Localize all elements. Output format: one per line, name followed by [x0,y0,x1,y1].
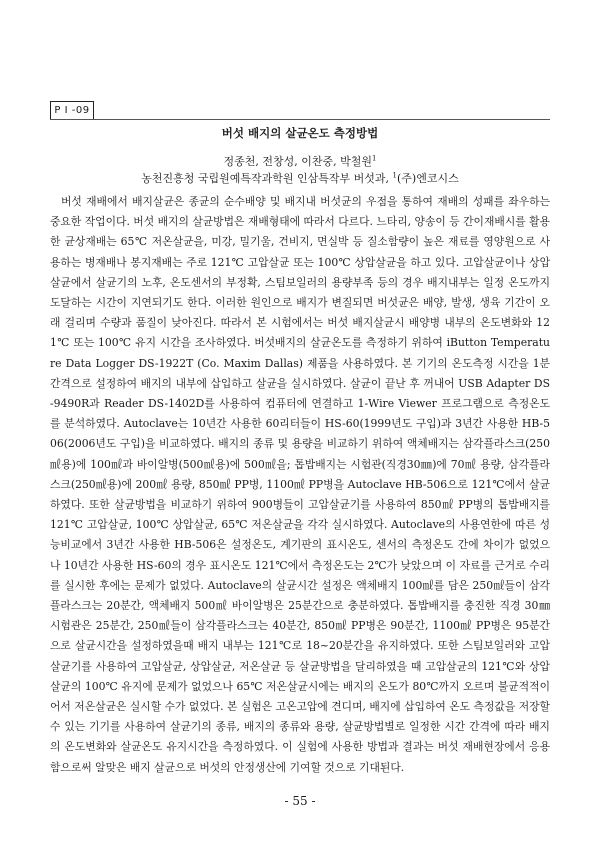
authors-line [0,153,600,169]
affiliation-line [0,170,600,186]
abstract-body: 버섯 재배에서 배지살균은 종균의 순수배양 및 배지내 버섯균의 우점을 통하여 재배의 성패를 좌우하는 중요한 작업이다. 버섯 배지의 살균방법은 재배형태에 따라서 다르다. 느타리, 양송이 등 간이재배시를 활용한 균상재배는 65℃ 저온살균을, 미강, 밀기울, 건비지, 면실박 등 질소함량이 높은 재료를 영양원으로 사용하는 병재배나 봉지재배는 주로 121℃ 고압살균 또는 100℃ 상압살균을 하고 있다. 고압살균이나 상압살균에서 살균기의 노후, 온도센서의 부정확, 스팀보일러의 용량부족 등의 경우 배지내부는 일정 온도까지 도달하는 시간이 지연되기도 한다. 이러한 원인으로 배지가 변질되면 버섯균은 배양, 발생, 생육 기간이 오래 걸리며 수량과 품질이 낮아진다. 따라서 본 시험에서는 버섯 배지살균시 배양병 내부의 온도변화와 121℃ 또는 100℃ 유지 시간을 조사하였다. 버섯배지의 살균온도를 측정하기 위하여 iButton Temperature Data Logger DS-1922T (Co. Maxim Dallas) 제품을 사용하였다. 본 기기의 온도측정 시간을 1분 간격으로 설정하여 배지의 내부에 삽입하고 살균을 실시하였다. 살균이 끝난 후 꺼내어 USB Adapter DS-9490R과 Reader DS-1402D를 사용하여 컴퓨터에 연결하고 1-Wire Viewer 프로그램으로 측정온도를 분석하였다. Autoclave는 10년간 사용한 60리터들이 HS-60(1999년도 구입)과 3년간 사용한 HB-506(2006년도 구입)을 비교하였다. 배지의 종류 및 용량을 비교하기 위하여 액체배지는 삼각플라스크(250㎖용)에 100㎖과 바이알병(500㎖용)에 500㎖을; 톱밥배지는 시험관(직경30㎜)에 70㎖ 용량, 삼각플라스크(250㎖용)에 200㎖ 용량, 850㎖ PP병, 1100㎖ PP병을 Autoclave HB-506으로 121℃에서 살균하였다. 또한 살균방법을 비교하기 위하여 900병들이 고압살균기를 사용하여 850㎖ PP병의 톱밥배지를 121℃ 고압살균, 100℃ 상압살균, 65℃ 저온살균을 각각 실시하였다. Autoclave의 사용연한에 따른 성능비교에서 3년간 사용한 HB-506은 설정온도, 계기판의 표시온도, 센서의 측정온도 간에 차이가 없었으나 10년간 사용한 HS-60의 경우 표시온도 121℃에서 측정온도는 2℃가 낮았으며 이 자료를 근거로 수리를 실시한 후에는 문제가 없었다. Autoclave의 살균시간 설정은 액체배지 100㎖를 담은 250㎖들이 삼각플라스크는 20분간, 액체배지 500㎖ 바이알병은 25분간으로 충분하였다. 톱밥배지를 충진한 직경 30㎜ 시험관은 25분간, 250㎖들이 삼각플라스크는 40분간, 850㎖ PP병은 90분간, 1100㎖ PP병은 95분간으로 살균시간을 설정하였을때 배지 내부는 121℃로 18~20분간을 유지하였다. 또한 스팀보일러와 고압살균기를 사용하여 고압살균, 상압살균, 저온살균 등 살균방법을 달리하였을 때 고압살균의 121℃와 상압살균의 100℃ 유지에 문제가 없었으나 65℃ 저온살균시에는 배지의 온도가 80℃까지 오르며 불균적적이어서 저온살균은 실시할 수가 없었다. 본 실험은 고온고압에 견디며, 배지에 삽입하여 온도 측정값을 저장할 수 있는 기기를 사용하여 살균기의 종류, 배지의 종류와 용량, 살균방법별로 일정한 시간 간격에 따라 배지의 온도변화와 살균온도 유지시간을 측정하였다. 이 실험에 사용한 방법과 결과는 버섯 재배현장에서 응용함으로써 알맞은 배지 살균으로 버섯의 안정생산에 기여할 것으로 기대된다. [50,195,550,774]
affiliation-company: (주)엔코시스 [397,172,459,185]
section-label: P I -09 [50,101,94,120]
authors-superscript: 1 [372,154,377,163]
paper-title: 버섯 배지의 살균온도 측정방법 [221,126,379,140]
affiliation-superscript: 1 [392,171,397,180]
page-number: - 55 - [284,794,316,808]
affiliation: 농천진흥청 국립원예특작과학원 인삼특작부 버섯과, [141,172,390,185]
header-rule [50,119,550,120]
authors: 정종천, 전창성, 이찬중, 박철원 [223,155,373,168]
